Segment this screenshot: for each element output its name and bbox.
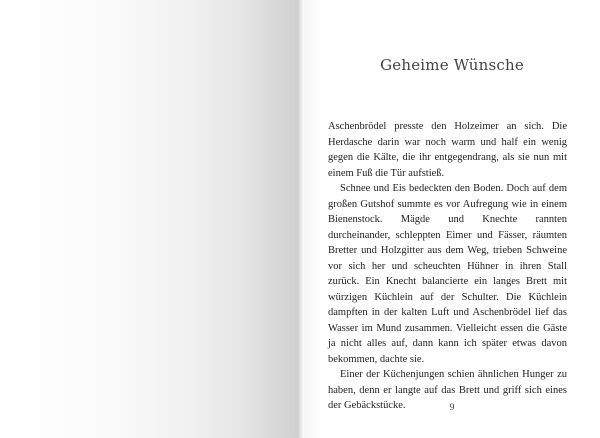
paragraph-2: Schnee und Eis bedeckten den Boden. Doch auf dem großen Gutshof summte es vor Aufregung wie in einem Bienenstock. Mägde und Knechte rannten durcheinander, schleppten Eimer und Fässer, räumten Bretter und Holzgitter aus dem Weg, trieben Schweine vor sich her und scheuchten Hühner in ihren Stall zurück. Ein Knecht balancierte ein langes Brett mit würzigen Küchlein auf der Schulter. Die Küchlein dampften in der kalten Luft und Aschenbrödel lief das Wasser im Mund zusammen. Vielleicht essen die Gäste ja nicht alles auf, dann kann ich später etwas davon bekommen, dachte sie.	[328, 183, 567, 365]
chapter-title: Geheime Wünsche	[380, 56, 524, 74]
paragraph-3: Einer der Küchenjungen schien ähnlichen Hunger zu haben, denn er langte auf das Brett und griff sich eines der Gebäckstücke.	[328, 369, 567, 411]
paragraph-1: Aschenbrödel presste den Holzeimer an sich. Die Herdasche darin war noch warm und half ein wenig gegen die Kälte, die ihr entgegendrang, als sie nun mit einem Fuß die Tür aufstieß.	[328, 121, 567, 179]
page-number: 9	[449, 403, 455, 413]
body-text	[328, 119, 567, 414]
